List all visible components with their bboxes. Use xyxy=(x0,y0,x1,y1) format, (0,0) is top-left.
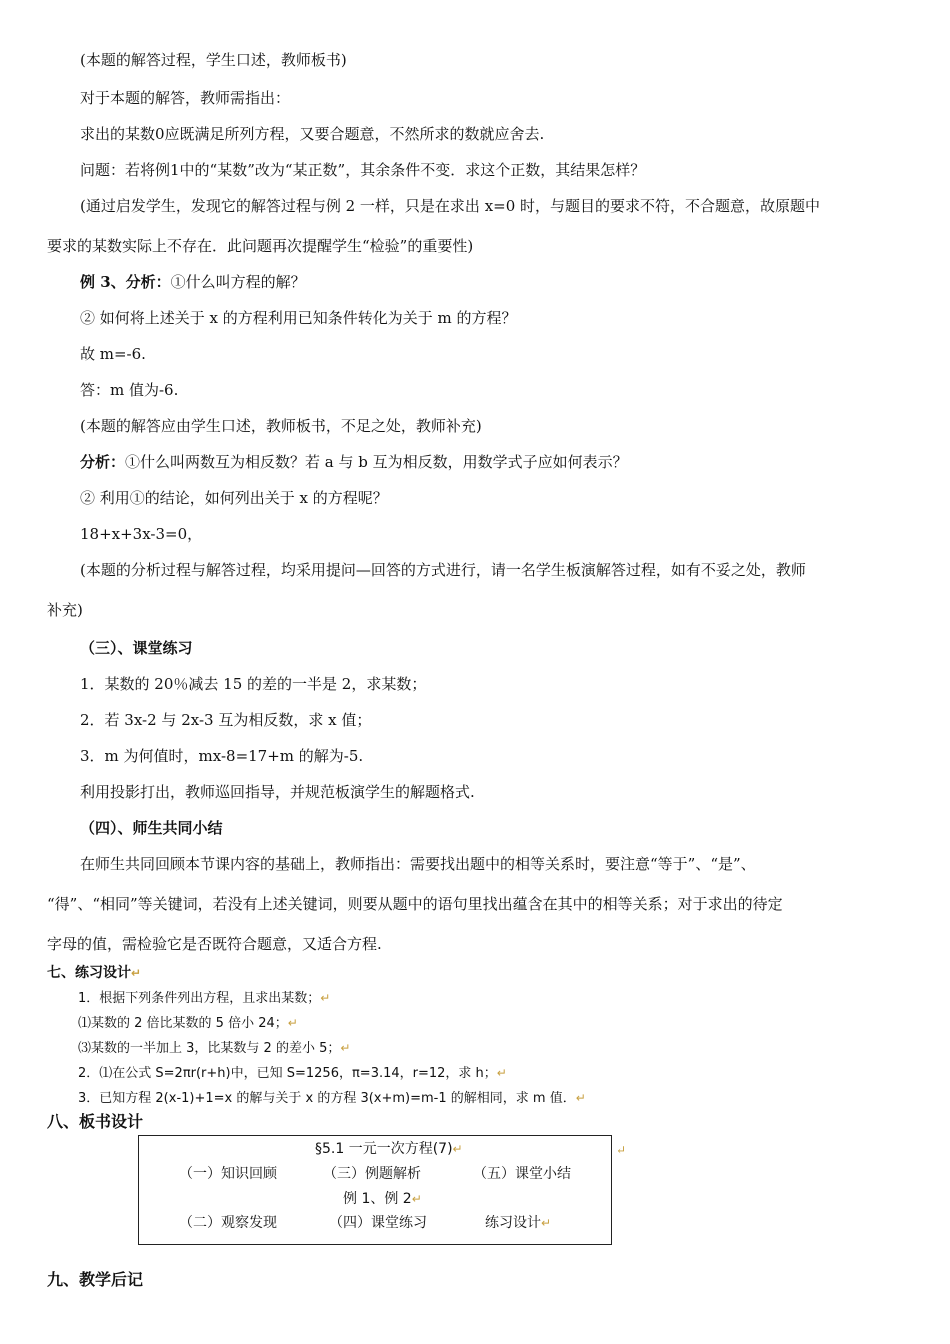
analysis-label: 分析： xyxy=(80,453,126,471)
paragraph-line: ② 利用①的结论，如何列出关于 x 的方程呢？ xyxy=(80,489,388,507)
exercise-item: 1．某数的 20％减去 15 的差的一半是 2，求某数； xyxy=(80,675,427,693)
exercise-item: 2．若 3x-2 与 2x-3 互为相反数，求 x 值； xyxy=(80,711,372,729)
example-3-question: ①什么叫方程的解？ xyxy=(170,273,306,291)
analysis-line xyxy=(80,452,628,472)
board-cell: （一）知识回顾 xyxy=(179,1166,277,1182)
paragraph-line: 答：m 值为-6. xyxy=(80,381,179,399)
practice-item-text: ⑴某数的 2 倍比某数的 5 倍小 24； xyxy=(78,1016,288,1031)
paragraph-line: 对于本题的解答，教师需指出： xyxy=(80,89,291,107)
practice-item xyxy=(78,1038,350,1059)
return-mark-icon: ↵ xyxy=(340,1041,351,1055)
practice-item-text: 3．已知方程 2(x-1)+1=x 的解与关于 x 的方程 3(x+m)=m-1 的解相同，求 m 值． xyxy=(78,1091,576,1106)
paragraph-line: (本题的解答应由学生口述，教师板书，不足之处，教师补充) xyxy=(80,417,482,435)
paragraph-line: 要求的某数实际上不存在．此问题再次提醒学生“检验”的重要性) xyxy=(47,237,474,255)
board-title xyxy=(315,1140,463,1158)
return-mark-icon: ↵ xyxy=(320,991,331,1005)
example-3-label: 例 3、分析： xyxy=(80,273,171,291)
board-title-text: §5.1 一元一次方程(7) xyxy=(315,1141,453,1157)
board-cell xyxy=(343,1190,422,1208)
return-mark-icon: ↵ xyxy=(287,1016,298,1030)
paragraph-line: 利用投影打出，教师巡回指导，并规范板演学生的解题格式. xyxy=(80,783,475,801)
exercise-item: 3．m 为何值时，mx-8=17+m 的解为-5. xyxy=(80,747,364,765)
analysis-question: ①什么叫两数互为相反数？若 a 与 b 互为相反数，用数学式子应如何表示？ xyxy=(125,453,628,471)
practice-item xyxy=(78,1088,586,1109)
return-mark-icon: ↵ xyxy=(616,1143,627,1157)
section-9-title: 九、教学后记 xyxy=(47,1270,144,1289)
board-cell: （三）例题解析 xyxy=(323,1166,421,1182)
board-cell xyxy=(485,1214,551,1232)
board-cell: （五）课堂小结 xyxy=(473,1166,571,1182)
practice-item-text: 2．⑴在公式 S=2πr(r+h)中，已知 S=1256，π=3.14，r=12，求 h； xyxy=(78,1066,497,1081)
blackboard-design-box xyxy=(138,1135,612,1245)
section-heading: （四）、师生共同小结 xyxy=(80,819,223,837)
practice-item xyxy=(78,988,330,1009)
board-cell: （二）观察发现 xyxy=(179,1215,277,1231)
return-mark-icon: ↵ xyxy=(496,1066,507,1080)
practice-item xyxy=(78,1063,507,1084)
paragraph-line: 在师生共同回顾本节课内容的基础上，教师指出：需要找出题中的相等关系时，要注意“等于”、“是”、 xyxy=(80,855,756,873)
paragraph-line: 字母的值，需检验它是否既符合题意，又适合方程. xyxy=(47,935,382,953)
paragraph-line: (本题的分析过程与解答过程，均采用提问—回答的方式进行，请一名学生板演解答过程，如有不妥之处，教师 xyxy=(80,561,806,579)
practice-item xyxy=(78,1013,298,1034)
board-cell-text: 例 1、例 2 xyxy=(343,1191,412,1207)
return-mark-icon: ↵ xyxy=(411,1192,422,1206)
paragraph-line: “得”、“相同”等关键词，若没有上述关键词，则要从题中的语句里找出蕴含在其中的相等关系；对于求出的待定 xyxy=(47,895,783,913)
section-7-title xyxy=(47,963,141,983)
practice-item-text: ⑶某数的一半加上 3，比某数与 2 的差小 5； xyxy=(78,1041,341,1056)
paragraph-line: (通过启发学生，发现它的解答过程与例 2 一样，只是在求出 x=0 时，与题目的要求不符，不合题意，故原题中 xyxy=(80,197,821,215)
equation-line: 18+x+3x-3=0， xyxy=(80,525,203,543)
paragraph-line: 补充) xyxy=(47,601,83,619)
board-cell: （四）课堂练习 xyxy=(329,1215,427,1231)
example-3-line xyxy=(80,272,306,292)
section-8-title: 八、板书设计 xyxy=(47,1112,144,1131)
paragraph-line: 求出的某数0应既满足所列方程，又要合题意，不然所求的数就应舍去. xyxy=(80,125,545,143)
paragraph-line: (本题的解答过程，学生口述，教师板书) xyxy=(80,51,347,69)
paragraph-line: 故 m=-6. xyxy=(80,345,146,363)
return-mark-icon: ↵ xyxy=(452,1142,463,1156)
paragraph-line: 问题：若将例1中的“某数”改为“某正数”，其余条件不变．求这个正数，其结果怎样？ xyxy=(80,161,646,179)
section-heading: （三）、课堂练习 xyxy=(80,639,193,657)
return-mark-icon: ↵ xyxy=(541,1216,552,1230)
practice-item-text: 1．根据下列条件列出方程，且求出某数； xyxy=(78,991,321,1006)
paragraph-line: ② 如何将上述关于 x 的方程利用已知条件转化为关于 m 的方程？ xyxy=(80,309,517,327)
return-mark-icon: ↵ xyxy=(131,966,142,980)
section-7-title-text: 七、练习设计 xyxy=(47,965,131,981)
return-mark-icon: ↵ xyxy=(575,1091,586,1105)
board-cell-text: 练习设计 xyxy=(485,1215,541,1231)
